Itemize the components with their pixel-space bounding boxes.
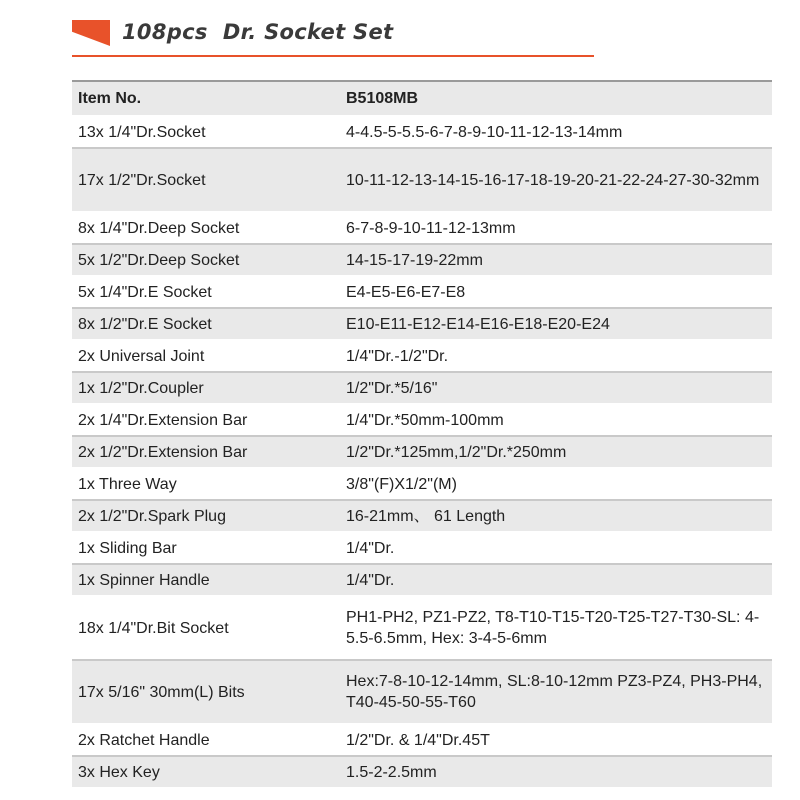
spec-cell: 4-4.5-5-5.5-6-7-8-9-10-11-12-13-14mm [340,116,772,148]
item-cell: 5x 1/4"Dr.E Socket [72,276,340,308]
item-no-header: Item No. [72,81,340,116]
spec-cell: PH1-PH2, PZ1-PZ2, T8-T10-T15-T20-T25-T27-T30-SL: 4-5.5-6.5mm, Hex: 3-4-5-6mm [340,596,772,660]
spec-cell: 3/8"(F)X1/2"(M) [340,468,772,500]
table-row [72,532,772,564]
table-row [72,436,772,468]
item-cell: 1x Spinner Handle [72,564,340,596]
page-title: 108pcs Dr. Socket Set [122,20,394,44]
spec-cell: 1/4"Dr. [340,564,772,596]
spec-cell: 1/4"Dr. [340,532,772,564]
title-bar [0,0,800,58]
spec-cell: 14-15-17-19-22mm [340,244,772,276]
table-row [72,244,772,276]
table-row [72,404,772,436]
spec-cell: E10-E11-E12-E14-E16-E18-E20-E24 [340,308,772,340]
table-row [72,308,772,340]
item-cell: 17x 1/2"Dr.Socket [72,148,340,212]
title-underline [72,55,594,57]
item-cell: 2x Ratchet Handle [72,724,340,756]
table-row [72,756,772,788]
table-row [72,724,772,756]
spec-cell: 10-11-12-13-14-15-16-17-18-19-20-21-22-24-27-30-32mm [340,148,772,212]
table-row [72,372,772,404]
item-cell: 5x 1/2"Dr.Deep Socket [72,244,340,276]
spec-table [72,80,772,789]
spec-cell: 1.5-2-2.5mm [340,756,772,788]
item-cell: 2x 1/2"Dr.Extension Bar [72,436,340,468]
item-cell: 17x 5/16" 30mm(L) Bits [72,660,340,724]
spec-cell: 1/2"Dr.*125mm,1/2"Dr.*250mm [340,436,772,468]
table-row [72,340,772,372]
table-row [72,148,772,212]
spec-table-body [72,81,772,788]
item-cell: 8x 1/2"Dr.E Socket [72,308,340,340]
model-header: B5108MB [340,81,772,116]
item-cell: 18x 1/4"Dr.Bit Socket [72,596,340,660]
table-row [72,500,772,532]
item-cell: 1x Three Way [72,468,340,500]
item-cell: 8x 1/4"Dr.Deep Socket [72,212,340,244]
table-row [72,596,772,660]
table-row [72,468,772,500]
spec-cell: Hex:7-8-10-12-14mm, SL:8-10-12mm PZ3-PZ4, PH3-PH4, T40-45-50-55-T60 [340,660,772,724]
accent-flag-icon [72,20,110,46]
table-row [72,564,772,596]
item-cell: 2x 1/4"Dr.Extension Bar [72,404,340,436]
table-row [72,116,772,148]
spec-cell: E4-E5-E6-E7-E8 [340,276,772,308]
table-row [72,212,772,244]
table-row [72,276,772,308]
spec-cell: 6-7-8-9-10-11-12-13mm [340,212,772,244]
spec-cell: 1/4"Dr.*50mm-100mm [340,404,772,436]
item-cell: 2x 1/2"Dr.Spark Plug [72,500,340,532]
spec-cell: 1/2"Dr. & 1/4"Dr.45T [340,724,772,756]
item-cell: 13x 1/4"Dr.Socket [72,116,340,148]
table-row [72,660,772,724]
item-cell: 3x Hex Key [72,756,340,788]
item-cell: 1x Sliding Bar [72,532,340,564]
spec-cell: 1/4"Dr.-1/2"Dr. [340,340,772,372]
item-cell: 1x 1/2"Dr.Coupler [72,372,340,404]
table-header-row [72,81,772,116]
spec-cell: 1/2"Dr.*5/16" [340,372,772,404]
spec-cell: 16-21mm、 61 Length [340,500,772,532]
item-cell: 2x Universal Joint [72,340,340,372]
